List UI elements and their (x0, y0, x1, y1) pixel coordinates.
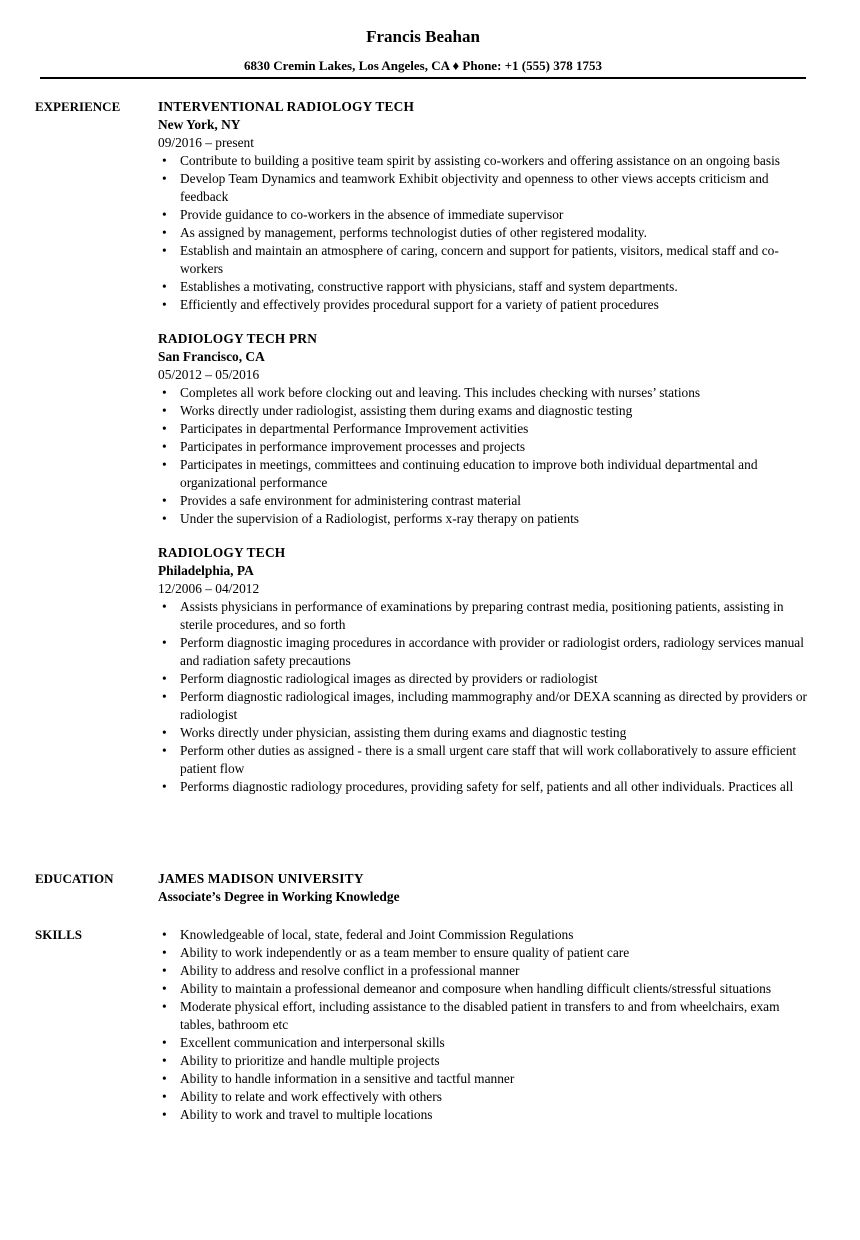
list-item: • Assists physicians in performance of examinations by preparing contrast media, positioning patients, assisting in sterile procedures, and so forth (158, 598, 810, 634)
list-item: • Participates in performance improvement processes and projects (158, 438, 810, 456)
list-item: • Ability to prioritize and handle multiple projects (158, 1052, 810, 1070)
list-item: • Ability to relate and work effectively with others (158, 1088, 810, 1106)
job-entry (158, 544, 810, 796)
job-location: Philadelphia, PA (158, 563, 254, 578)
skills-content (158, 926, 810, 1124)
list-item: • Establish and maintain an atmosphere of caring, concern and support for patients, visitors, medical staff and co-workers (158, 242, 810, 278)
list-item: • Establishes a motivating, constructive rapport with physicians, staff and system departments. (158, 278, 810, 296)
list-item: • Participates in departmental Performance Improvement activities (158, 420, 810, 438)
job-dates: 09/2016 – present (158, 135, 254, 150)
list-item: • Provides a safe environment for administering contrast material (158, 492, 810, 510)
experience-heading: EXPERIENCE (35, 99, 121, 114)
job-bullets (158, 152, 810, 314)
list-item: • Moderate physical effort, including assistance to the disabled patient in transfers to and from wheelchairs, exam tables, bathroom etc (158, 998, 810, 1034)
list-item: • Works directly under radiologist, assisting them during exams and diagnostic testing (158, 402, 810, 420)
degree: Associate’s Degree in Working Knowledge (158, 889, 400, 904)
education-heading: EDUCATION (35, 871, 114, 886)
job-dates: 05/2012 – 05/2016 (158, 367, 260, 382)
list-item: • Perform diagnostic imaging procedures in accordance with provider or radiologist orders, radiology services manual and radiation safety precautions (158, 634, 810, 670)
list-item: • Ability to address and resolve conflict in a professional manner (158, 962, 810, 980)
job-bullets (158, 384, 810, 528)
list-item: • Ability to maintain a professional demeanor and composure when handling difficult clients/stressful situations (158, 980, 810, 998)
job-title: RADIOLOGY TECH (158, 545, 286, 560)
list-item: • As assigned by management, performs technologist duties of other registered modality. (158, 224, 810, 242)
contact-line: 6830 Cremin Lakes, Los Angeles, CA ♦ Phone: +1 (555) 378 1753 (244, 58, 602, 73)
list-item: • Contribute to building a positive team spirit by assisting co-workers and offering assistance on an ongoing basis (158, 152, 810, 170)
list-item: • Efficiently and effectively provides procedural support for a variety of patient procedures (158, 296, 810, 314)
skills-heading: SKILLS (35, 927, 82, 942)
job-location: San Francisco, CA (158, 349, 265, 364)
list-item: • Ability to work and travel to multiple locations (158, 1106, 810, 1124)
education-content (158, 870, 810, 906)
list-item: • Completes all work before clocking out and leaving. This includes checking with nurses’ stations (158, 384, 810, 402)
list-item: • Under the supervision of a Radiologist, performs x-ray therapy on patients (158, 510, 810, 528)
resume-header (40, 26, 806, 74)
list-item: • Knowledgeable of local, state, federal and Joint Commission Regulations (158, 926, 810, 944)
job-dates: 12/2006 – 04/2012 (158, 581, 260, 596)
job-entry (158, 98, 810, 314)
list-item: • Excellent communication and interpersonal skills (158, 1034, 810, 1052)
list-item: • Develop Team Dynamics and teamwork Exhibit objectivity and openness to other views accepts criticism and feedback (158, 170, 810, 206)
job-entry (158, 330, 810, 528)
list-item: • Ability to handle information in a sensitive and tactful manner (158, 1070, 810, 1088)
job-title: INTERVENTIONAL RADIOLOGY TECH (158, 99, 415, 114)
job-title: RADIOLOGY TECH PRN (158, 331, 318, 346)
list-item: • Provide guidance to co-workers in the absence of immediate supervisor (158, 206, 810, 224)
skills-list (158, 926, 810, 1124)
list-item: • Performs diagnostic radiology procedures, providing safety for self, patients and all other individuals. Practices all (158, 778, 810, 796)
candidate-name: Francis Beahan (366, 27, 480, 46)
header-divider (40, 77, 806, 79)
job-location: New York, NY (158, 117, 241, 132)
list-item: • Works directly under physician, assisting them during exams and diagnostic testing (158, 724, 810, 742)
list-item: • Participates in meetings, committees and continuing education to improve both individual departmental and organizational performance (158, 456, 810, 492)
experience-content (158, 98, 810, 812)
list-item: • Perform diagnostic radiological images, including mammography and/or DEXA scanning as directed by providers or radiologist (158, 688, 810, 724)
list-item: • Perform diagnostic radiological images as directed by providers or radiologist (158, 670, 810, 688)
list-item: • Perform other duties as assigned - there is a small urgent care staff that will work collaboratively to assure efficient patient flow (158, 742, 810, 778)
school-name: JAMES MADISON UNIVERSITY (158, 871, 364, 886)
list-item: • Ability to work independently or as a team member to ensure quality of patient care (158, 944, 810, 962)
job-bullets (158, 598, 810, 796)
